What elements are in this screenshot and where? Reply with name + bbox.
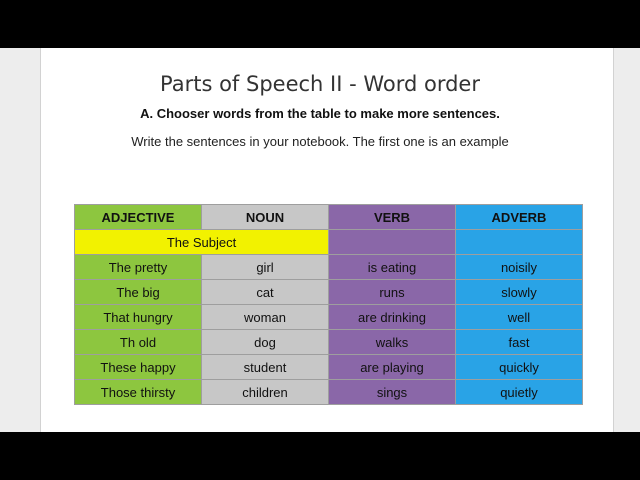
adverb-cell: slowly	[456, 280, 583, 305]
adjective-cell: The pretty	[75, 255, 202, 280]
verb-cell: are drinking	[329, 305, 456, 330]
header-adjective: ADJECTIVE	[75, 205, 202, 230]
header-noun: NOUN	[202, 205, 329, 230]
noun-cell: girl	[202, 255, 329, 280]
table-row	[75, 255, 583, 280]
adjective-cell: That hungry	[75, 305, 202, 330]
page-title: Parts of Speech II - Word order	[160, 72, 480, 96]
verb-cell: runs	[329, 280, 456, 305]
verb-cell: sings	[329, 380, 456, 405]
adjective-cell: These happy	[75, 355, 202, 380]
subject-row	[75, 230, 583, 255]
exercise-heading: A. Chooser words from the table to make more sentences.	[140, 106, 500, 121]
instructions-text: Write the sentences in your notebook. The first one is an example	[131, 134, 509, 149]
parts-of-speech-table	[74, 204, 583, 405]
noun-cell: children	[202, 380, 329, 405]
noun-cell: dog	[202, 330, 329, 355]
verb-cell: is eating	[329, 255, 456, 280]
adjective-cell: The big	[75, 280, 202, 305]
subject-adverb-cell	[456, 230, 583, 255]
adverb-cell: noisily	[456, 255, 583, 280]
table-header-row	[75, 205, 583, 230]
adverb-cell: fast	[456, 330, 583, 355]
table-row	[75, 355, 583, 380]
table-row	[75, 280, 583, 305]
verb-cell: walks	[329, 330, 456, 355]
adjective-cell: Those thirsty	[75, 380, 202, 405]
verb-cell: are playing	[329, 355, 456, 380]
adverb-cell: quickly	[456, 355, 583, 380]
header-adverb: ADVERB	[456, 205, 583, 230]
adverb-cell: well	[456, 305, 583, 330]
document-page	[0, 48, 640, 432]
adverb-cell: quietly	[456, 380, 583, 405]
table-row	[75, 380, 583, 405]
adjective-cell: Th old	[75, 330, 202, 355]
subject-label: The Subject	[75, 230, 329, 255]
noun-cell: cat	[202, 280, 329, 305]
noun-cell: woman	[202, 305, 329, 330]
noun-cell: student	[202, 355, 329, 380]
subject-verb-cell	[329, 230, 456, 255]
table-row	[75, 330, 583, 355]
header-verb: VERB	[329, 205, 456, 230]
table-row	[75, 305, 583, 330]
